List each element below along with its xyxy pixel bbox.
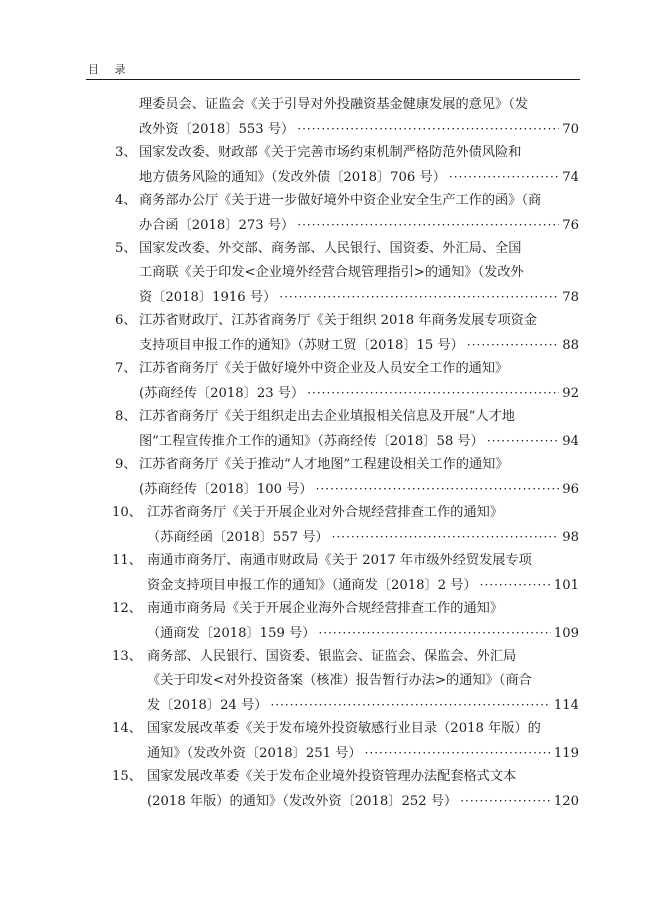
toc-entry-text: 地方债务风险的通知》（发改外债〔2018〕706 号） xyxy=(139,170,446,185)
toc-line[interactable] xyxy=(0,117,654,141)
toc-entry-text: 江苏省商务厅《关于推动“人才地图”工程建设相关工作的通知》 xyxy=(139,457,509,472)
toc-line[interactable] xyxy=(0,333,654,357)
toc-line xyxy=(0,669,654,693)
leader-dots xyxy=(279,285,559,309)
toc-entry-text: （苏商经函〔2018〕557 号） xyxy=(147,530,329,545)
toc-line[interactable] xyxy=(0,525,654,549)
toc-entry-text: 国家发改委、财政部《关于完善市场约束机制严格防范外债风险和 xyxy=(139,145,522,160)
toc-entry-number: 7、 xyxy=(115,361,137,376)
leader-dots xyxy=(297,117,559,141)
toc-page-number: 78 xyxy=(562,290,579,305)
toc-entry-text: 江苏省商务厅《关于开展企业对外合规经营排查工作的通知》 xyxy=(147,505,504,520)
leader-dots xyxy=(480,573,551,597)
leader-dots xyxy=(316,477,560,501)
leader-dots xyxy=(460,789,551,813)
running-header: 目 录 xyxy=(88,63,132,76)
toc-page-number: 109 xyxy=(553,626,579,641)
toc-entry-number: 10、 xyxy=(112,505,142,520)
leader-dots xyxy=(467,333,559,357)
toc-entry-number: 11、 xyxy=(112,553,142,568)
toc-entry-text: (苏商经传〔2018〕23 号） xyxy=(139,386,305,401)
toc-page-number: 120 xyxy=(553,794,579,809)
toc-entry-text: (苏商经传〔2018〕100 号） xyxy=(139,482,313,497)
toc-line[interactable] xyxy=(0,573,654,597)
toc-line[interactable] xyxy=(0,429,654,453)
toc-entry-number: 9、 xyxy=(115,457,137,472)
toc-line[interactable] xyxy=(0,741,654,765)
toc-entry-number: 12、 xyxy=(112,601,142,616)
toc-entry-text: 理委员会、证监会《关于引导对外投融资基金健康发展的意见》（发 xyxy=(139,97,529,112)
toc-line xyxy=(0,237,654,261)
toc-line xyxy=(0,501,654,525)
toc-entry-text: 通知》（发改外资〔2018〕251 号） xyxy=(147,746,362,761)
toc-entry-text: 商务部办公厅《关于进一步做好境外中资企业安全生产工作的函》（商 xyxy=(139,193,542,208)
toc-entry-text: （通商发〔2018〕159 号） xyxy=(147,626,316,641)
toc-entry-number: 14、 xyxy=(112,721,142,736)
toc-entry-number: 4、 xyxy=(115,193,137,208)
leader-dots xyxy=(332,525,560,549)
toc-entry-number: 8、 xyxy=(115,409,137,424)
toc-line xyxy=(0,309,654,333)
toc-entry-text: 江苏省财政厅、江苏省商务厅《关于组织 2018 年商务发展专项资金 xyxy=(139,313,538,328)
toc-entry-text: 发〔2018〕24 号） xyxy=(147,698,268,713)
toc-entry-text: 国家发展改革委《关于发布企业境外投资管理办法配套格式文本 xyxy=(147,769,517,784)
toc-line[interactable] xyxy=(0,621,654,645)
leader-dots xyxy=(270,693,550,717)
toc-entry-text: 南通市商务局《关于开展企业海外合规经营排查工作的通知》 xyxy=(147,601,504,616)
toc-entry-text: 商务部、人民银行、国资委、银监会、证监会、保监会、外汇局 xyxy=(147,649,517,664)
toc-line xyxy=(0,357,654,381)
toc-entry-number: 3、 xyxy=(115,145,137,160)
leader-dots xyxy=(307,381,559,405)
toc-line[interactable] xyxy=(0,213,654,237)
toc-entry-text: 江苏省商务厅《关于做好境外中资企业及人员安全工作的通知》 xyxy=(139,361,509,376)
toc-entry-text: 江苏省商务厅《关于组织走出去企业填报相关信息及开展“人才地 xyxy=(139,409,515,424)
toc-line xyxy=(0,261,654,285)
header-rule xyxy=(86,79,580,80)
toc-page-number: 74 xyxy=(562,170,579,185)
toc-entry-text: 《关于印发<对外投资备案（核准）报告暂行办法>的通知》（商合 xyxy=(147,673,532,688)
toc-line xyxy=(0,765,654,789)
toc-line xyxy=(0,93,654,117)
leader-dots xyxy=(297,213,559,237)
toc-line xyxy=(0,405,654,429)
toc-page-number: 70 xyxy=(562,122,579,137)
toc-line xyxy=(0,645,654,669)
toc-page-number: 76 xyxy=(562,218,579,233)
toc-page-number: 92 xyxy=(562,386,579,401)
toc-entry-text: 资〔2018〕1916 号） xyxy=(139,290,277,305)
toc-line xyxy=(0,597,654,621)
toc-page-number: 98 xyxy=(562,530,579,545)
toc-page-number: 114 xyxy=(553,698,579,713)
toc-line[interactable] xyxy=(0,477,654,501)
toc-entry-text: 资金支持项目申报工作的通知》（通商发〔2018〕2 号） xyxy=(147,578,477,593)
toc-entry-number: 13、 xyxy=(112,649,142,664)
leader-dots xyxy=(365,741,551,765)
toc-entry-text: (2018 年版）的通知》（发改外资〔2018〕252 号） xyxy=(147,794,458,809)
toc-line xyxy=(0,549,654,573)
toc-entry-text: 国家发展改革委《关于发布境外投资敏感行业目录（2018 年版）的 xyxy=(147,721,541,736)
toc-page-number: 94 xyxy=(562,434,579,449)
toc-entry-text: 国家发改委、外交部、商务部、人民银行、国资委、外汇局、全国 xyxy=(139,241,522,256)
leader-dots xyxy=(487,429,559,453)
toc-line xyxy=(0,189,654,213)
toc-page-number: 88 xyxy=(562,338,579,353)
toc-entry-text: 南通市商务厅、南通市财政局《关于 2017 年市级外经贸发展专项 xyxy=(147,553,532,568)
toc-page-number: 101 xyxy=(553,578,579,593)
toc-line[interactable] xyxy=(0,165,654,189)
toc-entry-number: 15、 xyxy=(112,769,142,784)
toc-page-number: 119 xyxy=(553,746,579,761)
toc-entry-text: 改外资〔2018〕553 号） xyxy=(139,122,295,137)
toc-line xyxy=(0,453,654,477)
toc-entry-text: 支持项目申报工作的通知》（苏财工贸〔2018〕15 号） xyxy=(139,338,464,353)
toc-line xyxy=(0,717,654,741)
toc-entry-text: 工商联《关于印发<企业境外经营合规管理指引>的通知》（发改外 xyxy=(139,265,524,280)
toc-line[interactable] xyxy=(0,285,654,309)
toc-line xyxy=(0,141,654,165)
leader-dots xyxy=(449,165,559,189)
toc-entry-text: 办合函〔2018〕273 号） xyxy=(139,218,295,233)
toc-entry-text: 图”工程宣传推介工作的通知》（苏商经传〔2018〕58 号） xyxy=(139,434,484,449)
toc-line[interactable] xyxy=(0,381,654,405)
toc-entry-number: 5、 xyxy=(115,241,137,256)
toc-line[interactable] xyxy=(0,693,654,717)
toc-line[interactable] xyxy=(0,789,654,813)
toc-page-number: 96 xyxy=(562,482,579,497)
leader-dots xyxy=(318,621,550,645)
toc-entry-number: 6、 xyxy=(115,313,137,328)
